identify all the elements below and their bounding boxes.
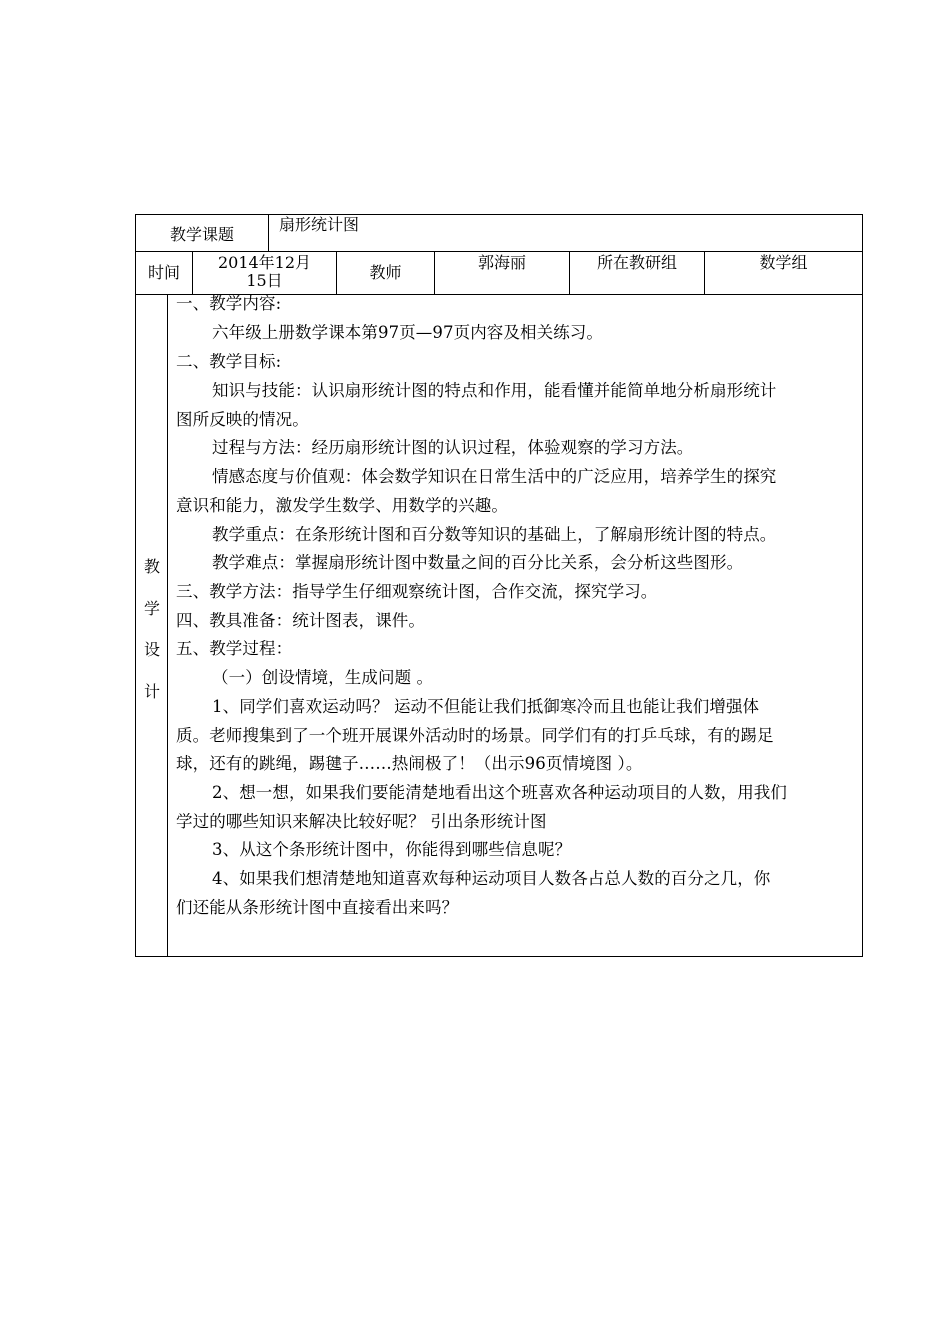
- time-label: 时间: [147, 263, 180, 282]
- body-text: 教学难点：掌握扇形统计图中数量之间的百分比关系，会分析这些图形。: [212, 553, 744, 572]
- group-label: 所在教研组: [596, 253, 677, 272]
- body-text: 六年级上册数学课本第97页—97页内容及相关练习。: [212, 323, 603, 342]
- teacher-label: 教师: [369, 263, 402, 282]
- body-text: 4、如果我们想清楚地知道喜欢每种运动项目人数各占总人数的百分之几，你: [212, 869, 771, 888]
- body-text: 3、从这个条形统计图中，你能得到哪些信息呢？: [212, 840, 572, 859]
- side-label-char: 设: [143, 640, 160, 659]
- body-text: 2、想一想，如果我们要能清楚地看出这个班喜欢各种运动项目的人数，用我们: [212, 783, 787, 802]
- topic-label: 教学课题: [169, 225, 234, 244]
- body-text: 意识和能力，激发学生数学、用数学的兴趣。: [176, 496, 508, 515]
- subsection-heading: （一）创设情境，生成问题 。: [212, 668, 434, 687]
- body-text: 们还能从条形统计图中直接看出来吗？: [176, 898, 459, 917]
- side-label-char: 计: [143, 682, 160, 701]
- section-heading: 五、教学过程：: [176, 639, 293, 658]
- body-text: 球，还有的跳绳，踢毽子……热闹极了！（出示96页情境图 ）。: [176, 754, 643, 773]
- body-text: 1、同学们喜欢运动吗？ 运动不但能让我们抵御寒冷而且也能让我们增强体: [212, 697, 760, 716]
- body-text: 情感态度与价值观：体会数学知识在日常生活中的广泛应用，培养学生的探究: [212, 467, 777, 486]
- section-heading: 四、教具准备：统计图表，课件。: [176, 611, 425, 630]
- side-label-char: 教: [143, 557, 160, 576]
- body-text: 过程与方法：经历扇形统计图的认识过程，体验观察的学习方法。: [212, 438, 694, 457]
- body-text: 教学重点：在条形统计图和百分数等知识的基础上，了解扇形统计图的特点。: [212, 525, 777, 544]
- teacher-name: 郭海丽: [477, 253, 526, 272]
- section-heading: 二、教学目标:: [176, 352, 282, 371]
- topic-value: 扇形统计图: [279, 215, 360, 234]
- side-label-char: 学: [143, 599, 160, 618]
- section-heading: 三、教学方法：指导学生仔细观察统计图，合作交流，探究学习。: [176, 582, 658, 601]
- body-text: 质。老师搜集到了一个班开展课外活动时的场景。同学们有的打乒乓球，有的踢足: [176, 726, 774, 745]
- date-value-line1: 2014年12月: [217, 253, 312, 272]
- date-value-line2: 15日: [246, 271, 283, 290]
- section-heading: 一、教学内容:: [176, 294, 282, 313]
- body-text: 知识与技能：认识扇形统计图的特点和作用，能看懂并能简单地分析扇形统计: [212, 381, 777, 400]
- group-value: 数学组: [759, 253, 808, 272]
- body-text: 图所反映的情况。: [176, 410, 309, 429]
- body-text: 学过的哪些知识来解决比较好呢？ 引出条形统计图: [176, 812, 547, 831]
